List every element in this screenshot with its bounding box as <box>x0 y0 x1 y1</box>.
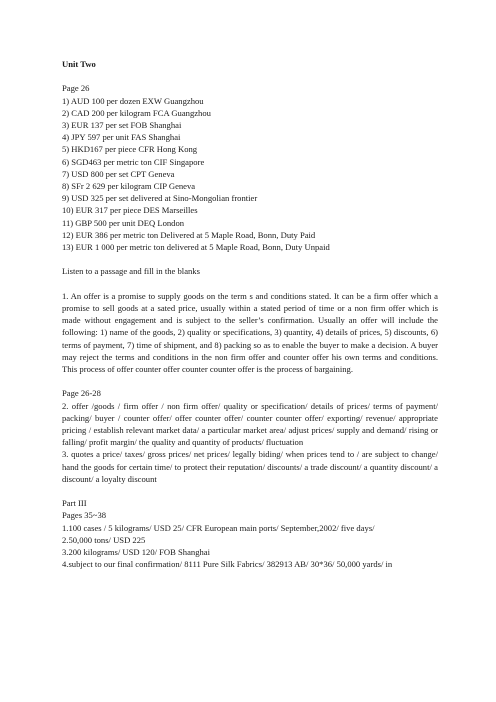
list-item: 12) EUR 386 per metric ton Delivered at 5 Maple Road, Bonn, Duty Paid <box>62 229 316 240</box>
page-label: Page 26 <box>62 83 90 94</box>
list-item: 2.50,000 tons/ USD 225 <box>62 534 146 545</box>
offer-paragraph: 1. An offer is a promise to supply goods on the term s and conditions stated. It can be a firm offer which a promise to sell goods at a sated price, usually within a stated period of time or a non firm offer which is made without engagement and is subject to the seller’s confirmation. Usually an offer will include the following: 1) name of the goods, 2) quality or specifications, 3) quantity, 4) details of prices, 5) discounts, 6) terms of payment, 7) time of shipment, and 8) packing so as to enable the buyer to make a decision. A buyer may reject the terms and conditions in the non firm offer and counter offer his own terms and conditions. This process of offer counter offer counter counter offer is the process of bargaining. <box>62 290 438 375</box>
list-item: 13) EUR 1 000 per metric ton delivered at 5 Maple Road, Bonn, Duty Unpaid <box>62 242 330 253</box>
list-item: 1) AUD 100 per dozen EXW Guangzhou <box>62 95 204 106</box>
price-term-list <box>62 95 438 254</box>
answer-paragraph: 2. offer /goods / firm offer / non firm offer/ quality or specification/ details of prices/ terms of payment/ packing/ buyer / counter offer/ offer counter offer/ counter counter offer/ exporting/ revenue/ appropriate pricing / establish relevant market data/ a particular market area/ adjust prices/ supply and demand/ rising or falling/ profit margin/ the quality and quantity of products/ fluctuation <box>62 400 438 448</box>
list-item: 3.200 kilograms/ USD 120/ FOB Shanghai <box>62 547 211 558</box>
list-item: 2) CAD 200 per kilogram FCA Guangzhou <box>62 107 211 118</box>
list-item: 4.subject to our final confirmation/ 8111 Pure Silk Fabrics/ 382913 AB/ 30*36/ 50,000 yards/ in <box>62 559 393 570</box>
answer-paragraph: 3. quotes a price/ taxes/ gross prices/ net prices/ legally biding/ when prices tend to / are subject to change/ hand the goods for certain time/ to protect their reputation/ discounts/ a trade discount/ a quantity discount/ a discount/ a loyalty discount <box>62 449 438 484</box>
page-label: Page 26-28 <box>62 388 101 399</box>
unit-title: Unit Two <box>62 59 96 69</box>
list-item: 4) JPY 597 per unit FAS Shanghai <box>62 132 181 143</box>
list-item: 8) SFr 2 629 per kilogram CIP Geneva <box>62 181 196 192</box>
spacer <box>62 375 438 387</box>
list-item: 10) EUR 317 per piece DES Marseilles <box>62 205 198 216</box>
spacer <box>62 253 438 265</box>
list-item: 9) USD 325 per set delivered at Sino-Mongolian frontier <box>62 193 258 204</box>
spacer <box>62 485 438 497</box>
list-item: 5) HKD167 per piece CFR Hong Kong <box>62 144 198 155</box>
document-page <box>62 58 438 570</box>
spacer <box>62 70 438 82</box>
spacer <box>62 278 438 290</box>
list-item: 7) USD 800 per set CPT Geneva <box>62 168 175 179</box>
section-heading: Listen to a passage and fill in the blanks <box>62 266 200 277</box>
list-item: 6) SGD463 per metric ton CIF Singapore <box>62 156 205 167</box>
page-label: Pages 35~38 <box>62 510 107 521</box>
list-item: 11) GBP 500 per unit DEQ London <box>62 217 185 228</box>
section-heading: Part III <box>62 498 87 509</box>
list-item: 3) EUR 137 per set FOB Shanghai <box>62 120 182 130</box>
list-item: 1.100 cases / 5 kilograms/ USD 25/ CFR European main ports/ September,2002/ five days/ <box>62 522 375 533</box>
